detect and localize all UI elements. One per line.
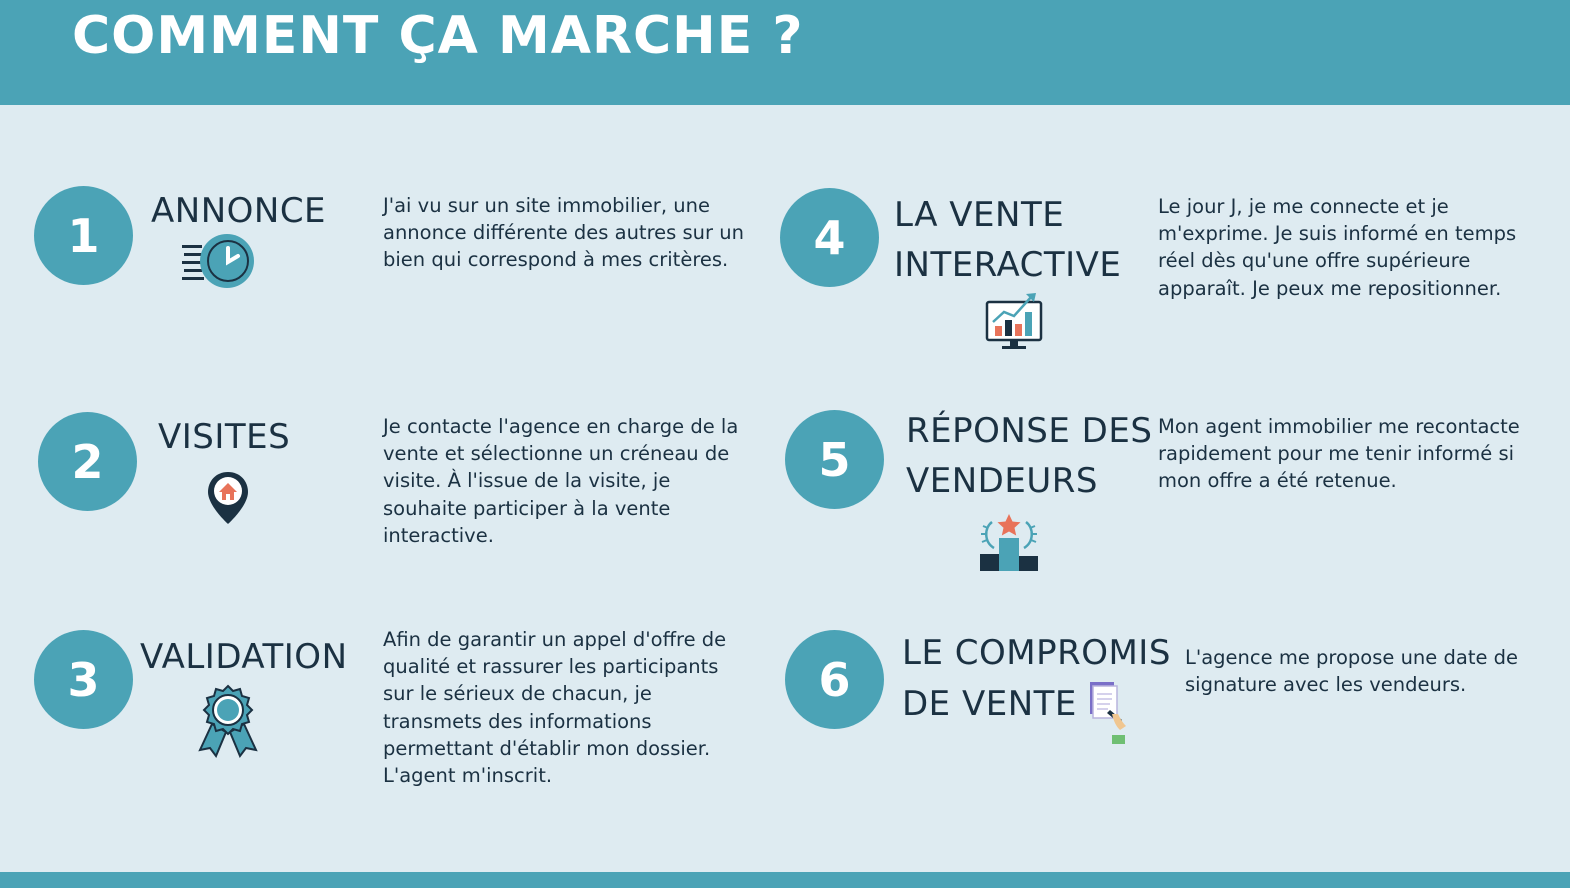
- step-title: ANNONCE: [151, 191, 327, 231]
- step-number-badge: 6: [785, 630, 884, 729]
- step-title: VISITES: [158, 417, 291, 457]
- header-banner: [0, 0, 1570, 105]
- step-title-line-2: INTERACTIVE: [894, 245, 1122, 285]
- step-number-badge: 1: [34, 186, 133, 285]
- step-number-badge: 4: [780, 188, 879, 287]
- monitor-chart-icon: [984, 290, 1044, 352]
- step-description: Je contacte l'agence en charge de la vente et sélectionne un créneau de visite. À l'issue de la visite, je souhaite participer à la vente interactive.: [383, 415, 739, 547]
- step-number-badge: 2: [38, 412, 137, 511]
- page-title: COMMENT ÇA MARCHE ?: [72, 6, 804, 66]
- footer-bar: [0, 872, 1570, 888]
- step-description: Le jour J, je me connecte et je m'exprime. Je suis informé en temps réel dès qu'une offre supérieure apparaît. Je peux me repositionner.: [1158, 195, 1517, 300]
- step-title-line-2: VENDEURS: [906, 461, 1098, 501]
- step-description: Afin de garantir un appel d'offre de qualité et rassurer les participants sur le sérieux de chacun, je transmets des informations permettant d'établir mon dossier. L'agent m'inscrit.: [383, 628, 727, 788]
- step-number-badge: 5: [785, 410, 884, 509]
- clock-speed-icon: [182, 234, 258, 290]
- step-description: Mon agent immobilier me recontacte rapidement pour me tenir informé si mon offre a été retenue.: [1158, 415, 1520, 493]
- document-signature-icon: [1086, 680, 1132, 746]
- step-title-line-1: RÉPONSE DES: [906, 411, 1153, 451]
- step-description: J'ai vu sur un site immobilier, une annonce différente des autres sur un bien qui correspond à mes critères.: [383, 194, 744, 272]
- step-number-badge: 3: [34, 630, 133, 729]
- step-title-line-1: LA VENTE: [894, 195, 1065, 235]
- step-title-line-2: DE VENTE: [902, 684, 1077, 724]
- step-title-line-1: LE COMPROMIS: [902, 633, 1171, 673]
- podium-star-icon: [978, 512, 1040, 572]
- step-description: L'agence me propose une date de signature avec les vendeurs.: [1185, 646, 1519, 697]
- step-title: VALIDATION: [140, 637, 348, 677]
- house-pin-icon: [206, 470, 250, 526]
- award-ribbon-icon: [196, 684, 260, 758]
